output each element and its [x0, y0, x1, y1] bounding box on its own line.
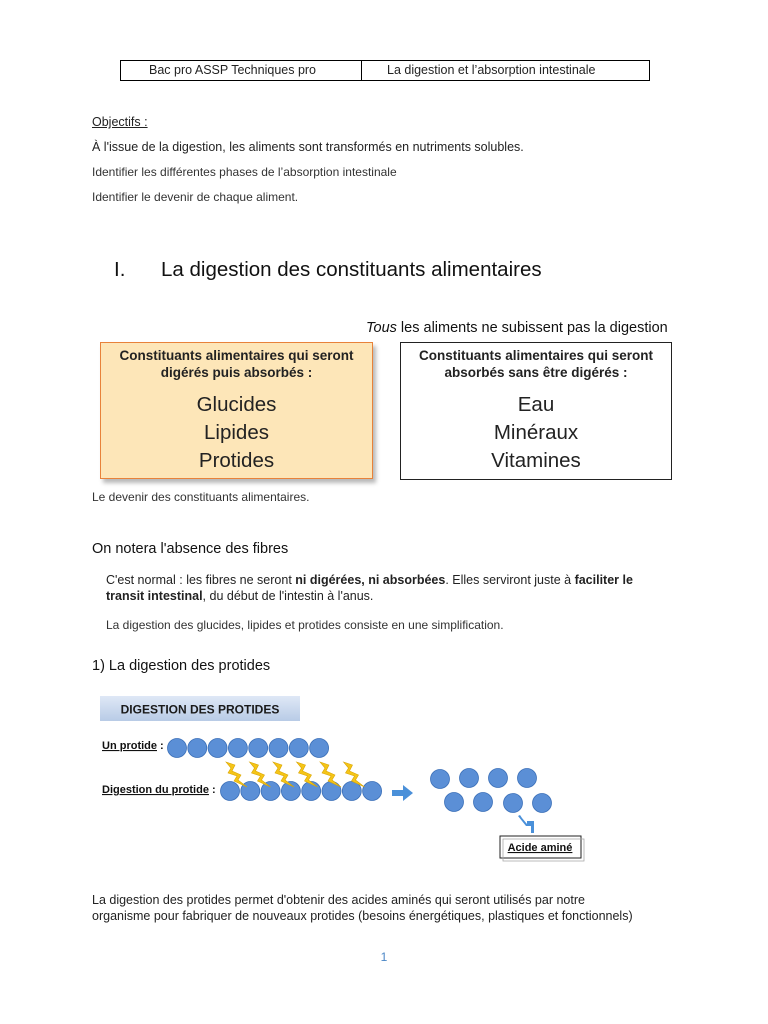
- objectifs-label: Objectifs :: [92, 115, 148, 129]
- page-number: 1: [380, 950, 388, 964]
- section-number: I.: [114, 258, 126, 281]
- amino-circle: [363, 782, 382, 801]
- fibres-bold: transit intestinal: [106, 589, 203, 603]
- box-digested-item: Protides: [198, 449, 275, 472]
- tous-line: [366, 318, 668, 338]
- free-amino-circle: [431, 770, 450, 789]
- free-amino-circle: [445, 793, 464, 812]
- objectifs-line2: Identifier les différentes phases de l’absorption intestinale: [92, 165, 397, 179]
- amino-circle: [289, 739, 308, 758]
- box-absorbed-list: [401, 391, 671, 475]
- amino-circle: [269, 739, 288, 758]
- figure-caption: Le devenir des constituants alimentaires.: [92, 490, 310, 504]
- amino-circle: [249, 739, 268, 758]
- amino-circle: [228, 739, 247, 758]
- tous-rest: les aliments ne subissent pas la digestion: [396, 320, 668, 336]
- fibres-text: , du début de l'intestin à l'anus.: [202, 589, 374, 603]
- conclusion-line2: organisme pour fabriquer de nouveaux protides (besoins énergétiques, plastiques et fonctionnels): [92, 909, 633, 923]
- amino-circle: [208, 739, 227, 758]
- header-right-cell: La digestion et l’absorption intestinale: [387, 63, 596, 77]
- tous-italic: Tous: [366, 320, 397, 336]
- fibres-paragraph: [106, 572, 666, 604]
- protide-chain: [168, 739, 329, 758]
- objectifs-line3: Identifier le devenir de chaque aliment.: [92, 190, 299, 204]
- label-digestion-colon: :: [208, 784, 216, 796]
- box-digested-item: Glucides: [196, 393, 277, 416]
- protide-diagram: [0, 690, 768, 870]
- free-amino-circle: [460, 769, 479, 788]
- free-amino-circle: [489, 769, 508, 788]
- box-absorbed: [400, 342, 672, 480]
- label-protide-text: Un protide: [102, 740, 157, 752]
- arrow-up-left-icon: [518, 815, 534, 833]
- label-protide: [102, 740, 164, 752]
- acide-label: Acide aminé: [507, 842, 573, 854]
- label-digestion: [102, 784, 216, 796]
- digested-chain: [221, 782, 382, 801]
- subsection-title: 1) La digestion des protides: [92, 658, 271, 674]
- free-amino-circle: [533, 794, 552, 813]
- box-digested: [100, 342, 373, 479]
- fibres-bold: ni digérées, ni absorbées: [295, 573, 446, 587]
- amino-circle: [221, 782, 240, 801]
- box-digested-title: Constituants alimentaires qui seront digérés puis absorbés :: [119, 348, 354, 380]
- fibres-bold: faciliter le: [574, 573, 633, 587]
- objectifs-line1: À l'issue de la digestion, les aliments sont transformés en nutriments solubles.: [92, 140, 524, 154]
- amino-circle: [188, 739, 207, 758]
- label-protide-colon: :: [157, 740, 164, 752]
- section-title: La digestion des constituants alimentaires: [161, 258, 542, 281]
- box-absorbed-item: Eau: [517, 393, 555, 416]
- fibres-heading: On notera l'absence des fibres: [92, 541, 289, 557]
- fibres-simplification: La digestion des glucides, lipides et protides consiste en une simplification.: [106, 618, 504, 632]
- label-digestion-text: Digestion du protide: [102, 784, 209, 796]
- header-table: [120, 60, 650, 81]
- diagram-banner-text: DIGESTION DES PROTIDES: [120, 702, 280, 717]
- header-left-cell: Bac pro ASSP Techniques pro: [121, 61, 362, 80]
- free-amino-circle: [474, 793, 493, 812]
- conclusion-line1: La digestion des protides permet d'obtenir des acides aminés qui seront utilisés par notre: [92, 893, 585, 907]
- box-absorbed-title: Constituants alimentaires qui seront absorbés sans être digérés :: [418, 348, 654, 380]
- amino-circle: [168, 739, 187, 758]
- fibres-text: C'est normal : les fibres ne seront: [106, 573, 296, 587]
- amino-circle: [261, 782, 280, 801]
- amino-acids: [431, 769, 552, 813]
- amino-circle: [322, 782, 341, 801]
- fibres-text: . Elles serviront juste à: [445, 573, 575, 587]
- free-amino-circle: [518, 769, 537, 788]
- box-absorbed-item: Vitamines: [491, 449, 581, 472]
- box-digested-item: Lipides: [204, 421, 269, 444]
- arrow-right-icon: [392, 785, 413, 801]
- amino-circle: [310, 739, 329, 758]
- box-digested-list: [101, 391, 372, 475]
- free-amino-circle: [504, 794, 523, 813]
- box-absorbed-item: Minéraux: [493, 421, 579, 444]
